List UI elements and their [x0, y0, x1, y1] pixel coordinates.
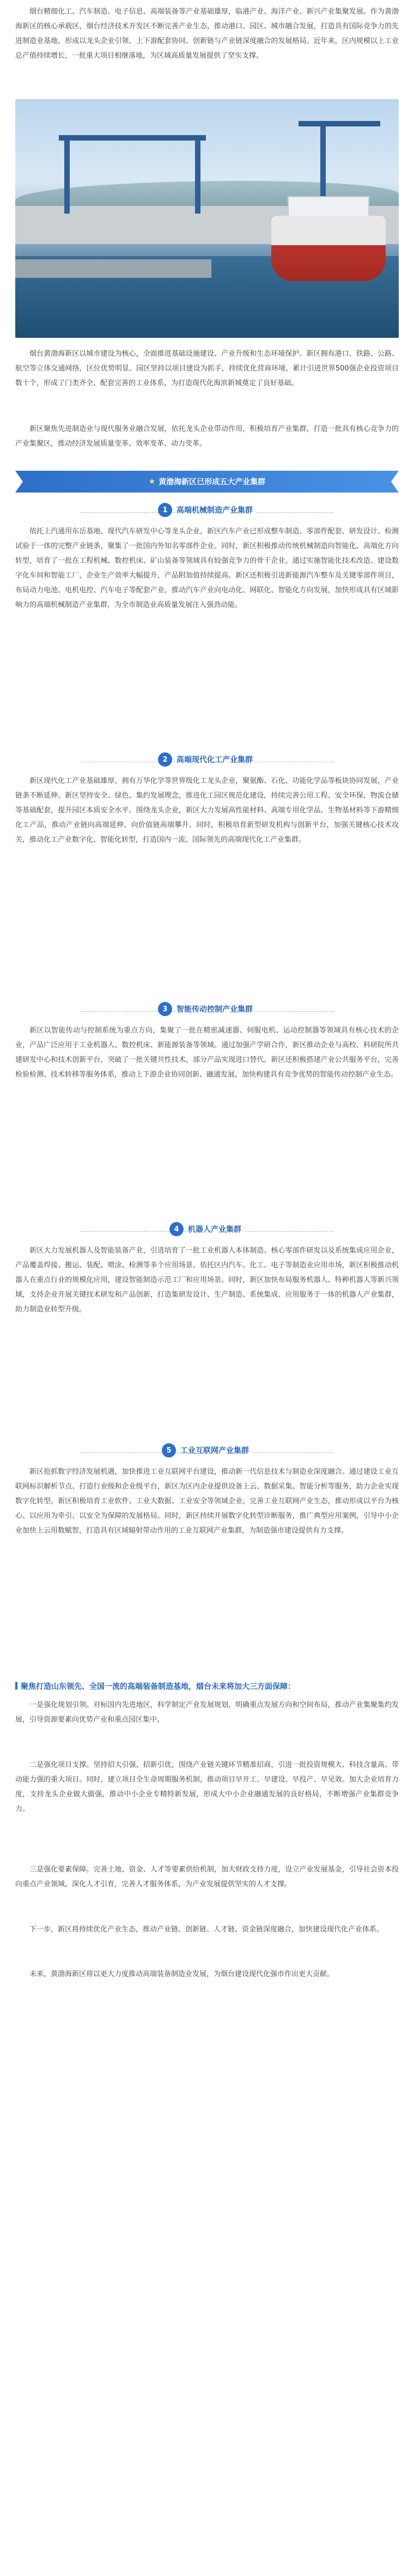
star-icon: ★	[148, 477, 156, 486]
shipyard-photo	[15, 99, 399, 338]
cluster-heading	[15, 1215, 399, 1243]
cluster-number-badge: 2	[158, 752, 172, 767]
intro-section	[15, 0, 399, 92]
photo-quay	[15, 259, 211, 278]
ship-hull	[271, 216, 386, 281]
cluster-number-badge: 5	[162, 1443, 176, 1457]
cluster-heading	[15, 1436, 399, 1465]
cluster-title: 机器人产业集群	[188, 1224, 245, 1235]
crane-beam	[59, 135, 206, 141]
cluster-number-badge: 4	[169, 1222, 184, 1236]
bottom-section	[15, 1698, 399, 1997]
cluster-paragraph: 新区以智能传动与控制系统为重点方向，集聚了一批在精密减速器、伺服电机、运动控制器等领域具有核心技术的企业，产品广泛应用于工业机器人、数控机床、新能源装备等领域。通过加强产学研合作，新区推动企业与高校、科研院所共建研发中心和技术创新平台，突破了一批关键共性技术，部分产品实现进口替代。新区还积极搭建产业公共服务平台，完善检验检测、技术转移等服务体系，推动上下游企业协同创新、融通发展，加快构建具有竞争优势的智能传动控制产业生态。	[15, 1026, 399, 1079]
bottom-paragraph-2: 二是强化项目支撑。坚持招大引强、招新引优，围绕产业链关键环节精准招商，引进一批投资规模大、科技含量高、带动能力强的重大项目。同时，建立项目全生命周期服务机制，推动项目早开工、早建设、早投产、早见效。加大企业培育力度，支持龙头企业做大做强，推动中小企业专精特新发展，形成大中小企业融通发展的良好格局，不断增强产业集群竞争力。	[15, 1761, 399, 1813]
cluster-paragraph: 依托上汽通用东岳基地、现代汽车研发中心等龙头企业，新区汽车产业已形成整车制造、零部件配套、研发设计、检测试验于一体的完整产业链条，聚集了一批国内外知名零部件企业。同时，新区积极推动传统机械制造向智能化、高端化方向转型，培育了一批在工程机械、数控机床、矿山装备等领域具有较强竞争力的骨干企业。通过实施智能化技术改造、建设数字化车间和智能工厂，企业生产效率大幅提升，产品附加值持续提高。新区还积极引进新能源汽车整车及关键零部件项目，布局动力电池、电机电控、汽车电子等配套产业，推动汽车产业向电动化、网联化、智能化方向发展，加快形成具有区域影响力的高端机械制造产业集群，为全市制造业高质量发展注入强劲动能。	[15, 527, 399, 609]
cluster-title: 工业互联网产业集群	[180, 1445, 252, 1456]
crane-tower	[320, 121, 326, 203]
bottom-paragraph-1: 一是强化规划引领。对标国内先进地区，科学制定产业发展规划，明确重点发展方向和空间布局，推动产业集聚集约发展，引导资源要素向优势产业和重点园区集中。	[15, 1701, 399, 1724]
heading-bar-icon	[15, 1682, 17, 1690]
intro-paragraph: 烟台精细化工、汽车制造、电子信息、高端装备等产业基础雄厚，临港产业、海洋产业、新兴产业集聚发展。作为黄渤海新区的核心承载区，烟台经济技术开发区不断完善产业生态，推动港口、园区、城市融合发展，打造具有国际竞争力的先进制造业基地，形成以龙头企业引领、上下游配套协同、创新链与产业链深度融合的发展格局。近年来，区内规模以上工业总产值持续增长，一批重大项目相继落地，为区域高质量发展提供了坚实支撑。	[15, 8, 399, 60]
cluster-paragraph: 新区大力发展机器人及智能装备产业，引进培育了一批工业机器人本体制造、核心零部件研发以及系统集成应用企业，产品覆盖焊接、搬运、装配、喷涂、检测等多个应用场景。依托区内汽车、化工、电子等制造业应用市场，新区积极推动机器人在重点行业的规模化应用，建设智能制造示范工厂和应用场景。同时，新区加快布局服务机器人、特种机器人等新兴领域，支持企业开展关键技术研发和产品创新，打造集研发设计、生产制造、系统集成、应用服务于一体的机器人产业集群，助力制造业转型升级。	[15, 1247, 399, 1314]
cluster-heading	[15, 995, 399, 1023]
bottom-heading	[15, 1680, 399, 1693]
crane-tower	[195, 137, 200, 214]
cluster-heading	[15, 496, 399, 524]
bottom-paragraph-4: 下一步，新区将持续优化产业生态，推动产业链、创新链、人才链、资金链深度融合，加快建设现代化产业体系。	[29, 1925, 384, 1934]
section-banner-label: 黄渤海新区已形成五大产业集群	[159, 478, 266, 487]
bottom-heading-text: 聚焦打造山东领先、全国一流的高端装备制造基地，烟台未来将加大三方面保障：	[21, 1682, 295, 1691]
crane-beam	[299, 121, 380, 126]
cluster-title: 智能传动控制产业集群	[176, 1004, 256, 1014]
cluster-title: 高端机械制造产业集群	[176, 505, 256, 515]
mid-paragraph-1: 烟台黄渤海新区以城市建设为核心，全面推进基础设施建设、产业升级和生态环境保护。新区拥有港口、铁路、公路、航空等立体交通网络，区位优势明显。园区坚持以项目建设为抓手，持续优化营商环境，累计引进世界500强企业投资项目数十个，形成了门类齐全、配套完善的工业体系，为打造现代化海滨新城奠定了良好基础。	[15, 350, 399, 387]
cluster-heading	[15, 745, 399, 774]
bottom-paragraph-5: 未来，黄渤海新区将以更大力度推动高端装备制造业发展，为烟台建设现代化强市作出更大贡献。	[29, 1970, 334, 1978]
cluster-paragraph: 新区现代化工产业基础雄厚，拥有万华化学等世界级化工龙头企业，聚氨酯、石化、功能化学品等板块协同发展，产业链条不断延伸。新区坚持安全、绿色、集约发展理念，推进化工园区规范化建设，持续完善公用工程、安全环保、物流仓储等基础配套，提升园区本质安全水平。围绕龙头企业，新区大力发展高性能材料、高端专用化学品、生物基材料等下游精细化工产品，推动产业链向高端延伸、向价值链高端攀升。同时，积极培育新型研发机构与创新平台，加强关键核心技术攻关，推动化工产业数字化、智能化转型，打造国内一流、国际领先的高端现代化工产业集群。	[15, 777, 399, 844]
section-banner	[15, 471, 399, 493]
cluster-paragraph: 新区抢抓数字经济发展机遇，加快推进工业互联网平台建设，推动新一代信息技术与制造业深度融合。通过建设工业互联网标识解析节点、打造行业级和企业级平台，新区为区内企业提供设备上云、数据采集、智能分析等服务，助力企业实现数字化转型。新区积极培育工业软件、工业大数据、工业安全等领域企业，完善工业互联网产业生态，推动形成以平台为核心、以应用为牵引、以安全为保障的发展格局。同时，新区持续开展数字化转型诊断服务，推广典型应用案例，引导中小企业加快上云用数赋智，打造具有区域辐射带动作用的工业互联网产业集群，为制造强市建设提供有力支撑。	[15, 1468, 399, 1535]
cluster-number-badge: 1	[158, 503, 172, 517]
mid-section	[15, 345, 399, 466]
cluster-title: 高端现代化工产业集群	[176, 754, 256, 765]
bottom-paragraph-3: 三是强化要素保障。完善土地、资金、人才等要素供给机制，加大财政支持力度，设立产业发展基金，引导社会资本投向重点产业领域。深化人才引育，完善人才服务体系，为产业发展提供坚实的人才支撑。	[15, 1866, 399, 1888]
cluster-number-badge: 3	[158, 1002, 172, 1016]
crane-tower	[64, 137, 70, 214]
mid-paragraph-2: 新区聚焦先进制造业与现代服务业融合发展，依托龙头企业带动作用，积极培育产业集群，打造一批具有核心竞争力的产业集聚区，推动经济发展质量变革、效率变革、动力变革。	[15, 425, 399, 448]
